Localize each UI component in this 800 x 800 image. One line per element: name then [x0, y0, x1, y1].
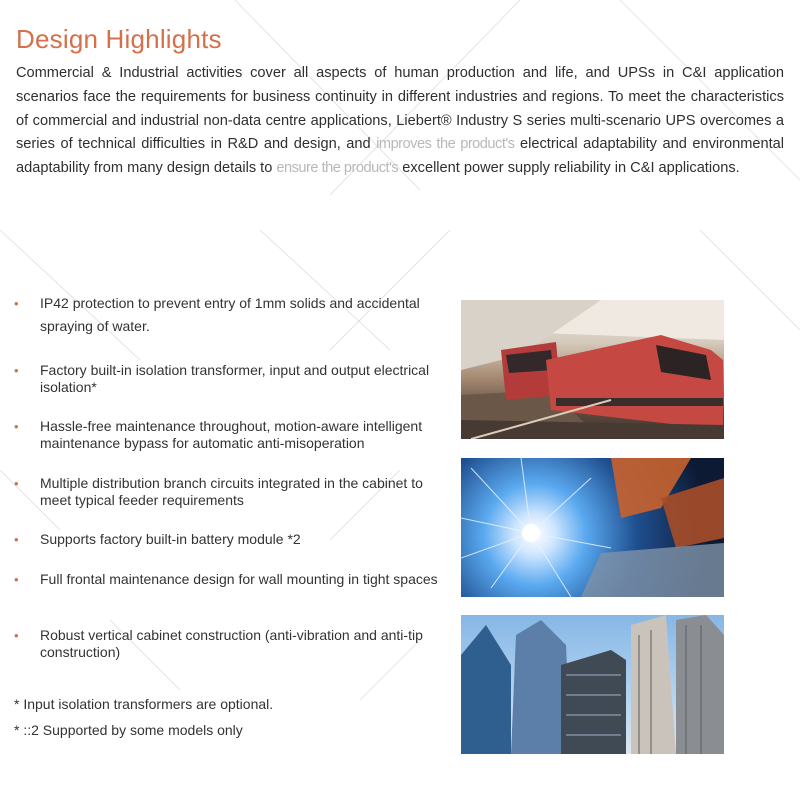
- intro-text-before: Commercial & Industrial activities cover all aspects of human production and life, and UPSs in C&I application scenarios face the requirements for business continuity in different industries and regions. To meet the characteristics of commercial and industrial non-data centre applications, Liebert® Industry S series multi-scenario UPS overcomes a series of technical difficulties in R&D and design, and: [16, 65, 784, 153]
- feature-item-distribution-branches: [14, 475, 454, 509]
- bullet-icon: •: [14, 532, 19, 547]
- feature-text: Multiple distribution branch circuits integrated in the cabinet to meet typical feeder requirements: [40, 475, 423, 508]
- train-photo: [461, 300, 724, 439]
- bullet-icon: •: [14, 363, 19, 378]
- train-illustration: [461, 300, 724, 439]
- intro-obscured-text-1: improves the product's: [376, 136, 515, 153]
- bullet-icon: •: [14, 628, 19, 643]
- city-illustration: [461, 615, 724, 754]
- feature-item-ip42: [14, 295, 454, 338]
- feature-item-vertical-cabinet: [14, 627, 454, 661]
- feature-text: Hassle-free maintenance throughout, motion-aware intelligent maintenance bypass for automatic anti-misoperation: [40, 418, 423, 451]
- bullet-icon: •: [14, 296, 19, 311]
- welding-illustration: [461, 458, 724, 597]
- intro-obscured-text-2: ensure the product's: [276, 160, 399, 177]
- feature-text: IP42 protection to prevent entry of 1mm solids and accidental spraying of water.: [40, 295, 420, 334]
- page-title: Design Highlights: [16, 24, 222, 54]
- welding-robot-photo: [461, 458, 724, 597]
- intro-text-after: excellent power supply reliability in C&I applications.: [398, 160, 740, 177]
- feature-text: Robust vertical cabinet construction (anti-vibration and anti-tip construction): [40, 627, 423, 660]
- feature-text: Supports factory built-in battery module *2: [40, 531, 301, 547]
- bullet-icon: •: [14, 419, 19, 434]
- feature-item-frontal-maintenance: [14, 571, 454, 588]
- bullet-icon: •: [14, 476, 19, 491]
- feature-item-battery-module: [14, 531, 454, 548]
- feature-text: Factory built-in isolation transformer, input and output electrical isolation*: [40, 362, 430, 395]
- intro-paragraph: [16, 62, 784, 181]
- feature-item-maintenance-bypass: [14, 418, 454, 452]
- feature-text: Full frontal maintenance design for wall mounting in tight spaces: [40, 571, 438, 587]
- bullet-icon: •: [14, 572, 19, 587]
- feature-item-isolation-transformer: [14, 362, 454, 396]
- intro-text-middle: electrical adaptability and environmental adaptability from many design details to: [16, 136, 785, 177]
- footnote-supported-models: * ::2 Supported by some models only: [14, 722, 243, 738]
- skyscrapers-photo: [461, 615, 724, 754]
- footnote-isolation-transformer: * Input isolation transformers are optional.: [14, 696, 274, 712]
